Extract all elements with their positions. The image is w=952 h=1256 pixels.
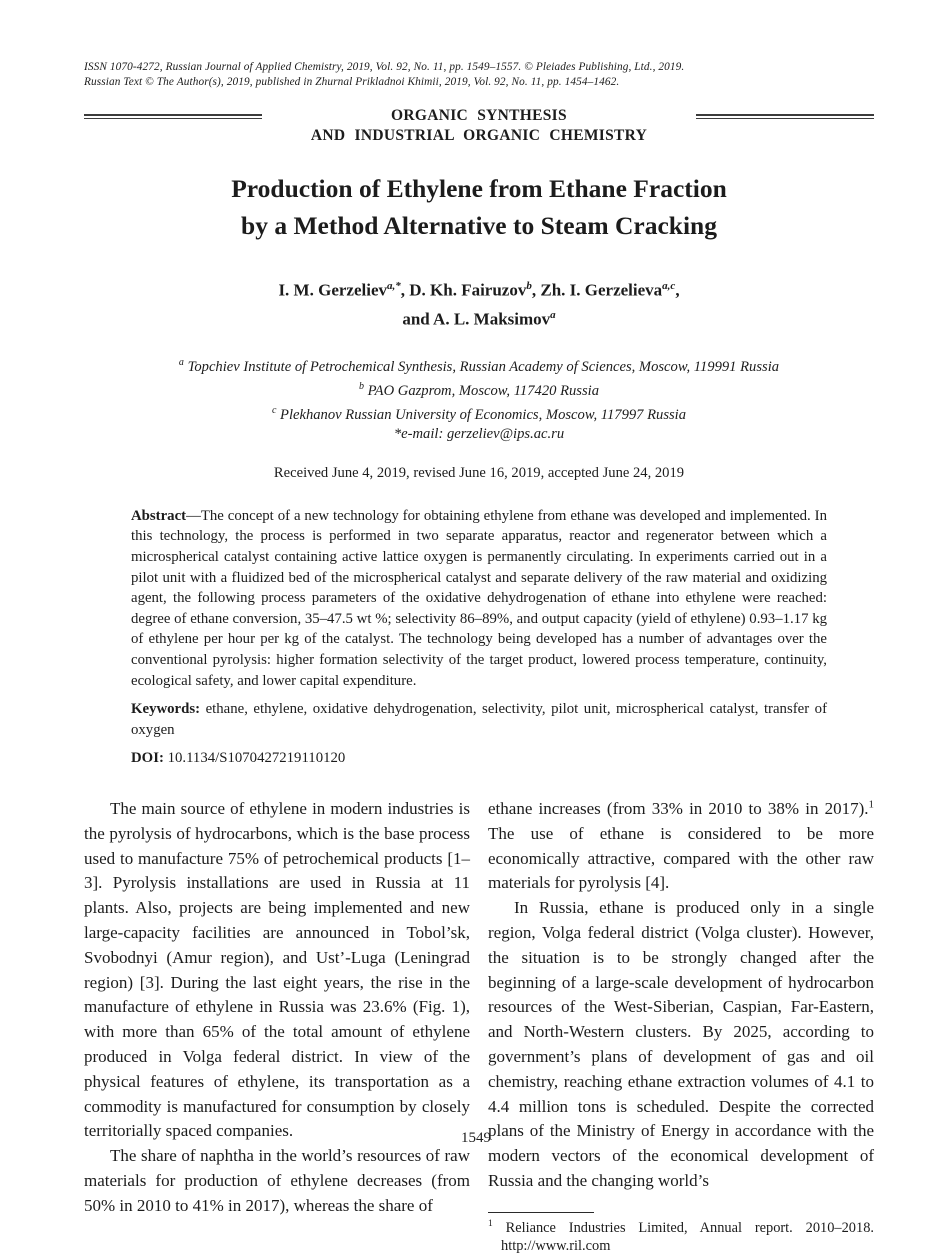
section-title-line2: AND INDUSTRIAL ORGANIC CHEMISTRY [310, 127, 648, 144]
affiliation-marker: b [359, 381, 364, 393]
footnote-separator [488, 1212, 594, 1213]
body-text: ethane increases (from 33% in 2010 to 38% in 2017). [488, 799, 869, 819]
received-dates: Received June 4, 2019, revised June 16, 2019, accepted June 24, 2019 [273, 464, 685, 481]
body-text: The use of ethane is considered to be more economically attractive, compared with the other raw materials for pyrolysis [4]. [488, 823, 874, 893]
body-paragraph: The share of naphtha in the world’s resources of raw materials for production of ethylene decreases (from 50% in 2010 to 41% in 2017), whereas the share of [84, 1146, 470, 1215]
body-columns [84, 797, 874, 1256]
author-affil-marker: a [550, 308, 556, 321]
affiliation-row [84, 401, 874, 425]
email-line: *e-mail: gerzeliev@ips.ac.ru [393, 425, 565, 442]
footnote-reference-marker: 1 [868, 798, 874, 811]
abstract-dash: — [186, 507, 201, 524]
paper-page [84, 0, 874, 1256]
affiliation-text: Plekhanov Russian University of Economics, Moscow, 117997 Russia [276, 406, 687, 423]
left-column [84, 797, 470, 1256]
journal-header [84, 60, 874, 90]
author-affil-marker: b [526, 280, 532, 292]
affiliation-row [84, 353, 874, 377]
author-list [84, 274, 874, 331]
abstract [131, 506, 827, 691]
footnote [488, 1212, 874, 1256]
page-number: 1549 [461, 1130, 491, 1146]
section-rule-right [696, 114, 874, 119]
affiliation-marker: a [178, 357, 184, 369]
section-header [84, 106, 874, 146]
journal-header-line1: ISSN 1070-4272, Russian Journal of Applied Chemistry, 2019, Vol. 92, No. 11, pp. 1549–1557. © Pleiades Publishing, Ltd., 2019. [84, 61, 685, 73]
doi [131, 748, 827, 769]
author-name: I. M. Gerzeliev [278, 280, 387, 300]
body-paragraph: The main source of ethylene in modern industries is the pyrolysis of hydrocarbons, which is the base process used to manufacture 75% of petrochemical products [1–3]. Pyrolysis installations are used in Russia at 11 plants. Also, projects are being implemented and new large-capacity facilities are announced in Tobol’sk, Svobodnyi (Amur region), and Ust’-Luga (Leningrad region) [3]. During the last eight years, the rise in the manufacture of ethylene in Russia was 23.6% (Fig. 1), with more than 65% of the total amount of ethylene produced in Volga federal district. In view of the physical features of ethylene, its transportation as a commodity is manufactured for consumption by closely territorially spaced companies. [84, 799, 470, 1141]
keywords-text: ethane, ethylene, oxidative dehydrogenation, selectivity, pilot unit, microspherical catalyst, transfer of oxygen [131, 701, 827, 738]
author-name: D. Kh. Fairuzov [409, 280, 527, 300]
author-name: Zh. I. Gerzelieva [540, 280, 663, 300]
author-line1 [84, 274, 874, 303]
author-name: and A. L. Maksimov [402, 309, 551, 329]
doi-text: 10.1134/S1070427219110120 [163, 750, 346, 767]
title-line1: Production of Ethylene from Ethane Fraction [231, 174, 727, 203]
affiliation-text: PAO Gazprom, Moscow, 117420 Russia [364, 383, 599, 400]
author-separator: , [531, 280, 541, 300]
affiliation-text: Topchiev Institute of Petrochemical Synthesis, Russian Academy of Sciences, Moscow, 119991 Russia [183, 359, 780, 376]
keywords [131, 699, 827, 740]
affiliation-row [84, 377, 874, 401]
affiliation-marker: c [271, 405, 277, 417]
affiliations [84, 353, 874, 444]
page-title [84, 170, 874, 244]
author-separator: , [675, 280, 680, 300]
body-paragraph: In Russia, ethane is produced only in a single region, Volga federal district (Volga cluster). However, the situation is to be strongly changed after the beginning of a large-scale development of hydrocarbon resources of the West-Siberian, Caspian, Far-Eastern, and North-Western clusters. By 2025, according to government’s plans of development of gas and oil chemistry, reaching ethane extraction volumes of 4.1 to 4.4 million tons is scheduled. Despite the corrected plans of the Ministry of Energy in accordance with the modern vectors of the economical development of Russia and the changing world’s [488, 898, 874, 1190]
footnote-body: Reliance Industries Limited, Annual report. 2010–2018. http://www.ril.com [492, 1219, 874, 1255]
footnote-text [488, 1219, 874, 1256]
footnote-marker: 1 [488, 1218, 493, 1229]
author-affil-marker: a,* [387, 280, 401, 292]
keywords-label: Keywords: [131, 701, 201, 718]
title-line2: by a Method Alternative to Steam Cracking [241, 211, 717, 240]
journal-header-line2: Russian Text © The Author(s), 2019, published in Zhurnal Prikladnoi Khimii, 2019, Vol. 92, No. 11, pp. 1454–1462. [84, 76, 620, 88]
section-rule-left [84, 114, 262, 119]
right-column [488, 797, 874, 1256]
section-title-line1: ORGANIC SYNTHESIS [391, 107, 567, 124]
author-separator: , [400, 280, 410, 300]
body-paragraph [488, 797, 874, 896]
author-affil-marker: a,c [662, 280, 676, 292]
author-line2 [84, 303, 874, 332]
doi-label: DOI: [131, 750, 164, 767]
section-title [262, 106, 696, 146]
abstract-text: The concept of a new technology for obtaining ethylene from ethane was developed and implemented. In this technology, the process is performed in two separate apparatus, reactor and regenerator between which a microspherical catalyst containing active lattice oxygen is permanently circulating. In experiments carried out in a pilot unit with a fluidized bed of the microspherical catalyst and separate delivery of the raw material and oxidizing agent, the following process parameters of the oxidative dehydrogenation of ethane into ethylene were reached: degree of ethane conversion, 35–47.5 wt %; selectivity 86–89%, and output capacity (yield of ethylene) 0.93–1.17 kg of ethylene per hour per kg of the catalyst. The technology being developed has a number of advantages over the conventional pyrolysis: higher formation selectivity of the target product, lowered process temperature, continuity, ecological safety, and lower capital expenditure. [131, 507, 827, 689]
abstract-label: Abstract [131, 507, 187, 524]
